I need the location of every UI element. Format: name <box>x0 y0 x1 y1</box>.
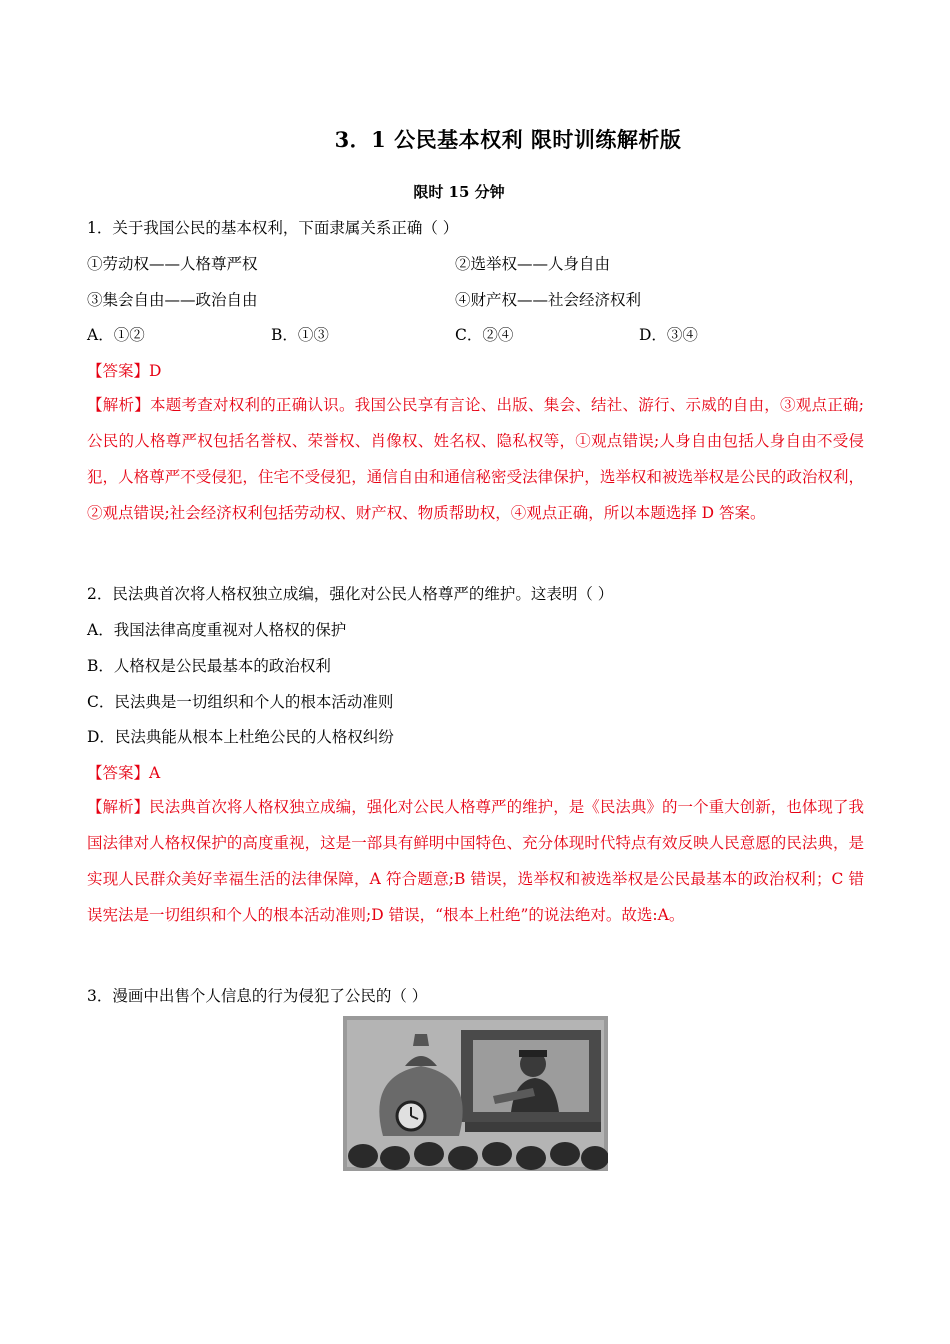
q2-option-b: B．人格权是公民最基本的政治权利 <box>87 657 331 675</box>
q2-option-c: C．民法典是一切组织和个人的根本活动准则 <box>87 693 394 711</box>
q2-option-d: D．民法典能从根本上杜绝公民的人格权纠纷 <box>87 728 394 746</box>
q1-item-2: ②选举权——人身自由 <box>455 255 611 273</box>
q1-option-a: A．①② <box>87 326 145 344</box>
page-title: 3．1 公民基本权利 限时训练解析版 <box>334 127 682 152</box>
q3-stem: 3．漫画中出售个人信息的行为侵犯了公民的（ ） <box>87 987 428 1005</box>
q1-option-c: C．②④ <box>455 326 514 344</box>
q1-option-b: B．①③ <box>271 326 329 344</box>
q1-item-3: ③集会自由——政治自由 <box>87 291 258 309</box>
q1-answer: 【答案】D <box>87 362 162 380</box>
q1-option-d: D．③④ <box>639 326 698 344</box>
time-limit-subtitle: 限时 15 分钟 <box>413 183 505 201</box>
q2-analysis: 【解析】民法典首次将人格权独立成编，强化对公民人格尊严的维护，是《民法典》的一个重大创新，也体现了我国法律对人格权保护的高度重视，这是一部具有鲜明中国特色、充分体现时代特点有效反映人民意愿的民法典，是实现人民群众美好幸福生活的法律保障，A 符合题意;B 错误，选举权和被选举权是公民最基本的政治权利；C 错误宪法是一切组织和个人的根本活动准则;D 错误，“根本上杜绝”的说法绝对。故选:A。 <box>87 798 864 924</box>
q1-stem: 1．关于我国公民的基本权利，下面隶属关系正确（ ） <box>87 219 459 237</box>
q1-item-4: ④财产权——社会经济权利 <box>455 291 642 309</box>
cartoon-illustration <box>343 1016 608 1171</box>
q1-item-1: ①劳动权——人格尊严权 <box>87 255 258 273</box>
q1-analysis: 【解析】本题考查对权利的正确认识。我国公民享有言论、出版、集会、结社、游行、示威的自由，③观点正确;公民的人格尊严权包括名誉权、荣誉权、肖像权、姓名权、隐私权等，①观点错误;人身自由包括人身自由不受侵犯，人格尊严不受侵犯，住宅不受侵犯，通信自由和通信秘密受法律保护，选举权和被选举权是公民的政治权利，②观点错误;社会经济权利包括劳动权、财产权、物质帮助权，④观点正确，所以本题选择 D 答案。 <box>87 396 864 522</box>
q2-option-a: A．我国法律高度重视对人格权的保护 <box>87 621 347 639</box>
q2-answer: 【答案】A <box>87 764 161 782</box>
q2-stem: 2．民法典首次将人格权独立成编，强化对公民人格尊严的维护。这表明（ ） <box>87 585 614 603</box>
cartoon-image <box>343 1016 608 1171</box>
